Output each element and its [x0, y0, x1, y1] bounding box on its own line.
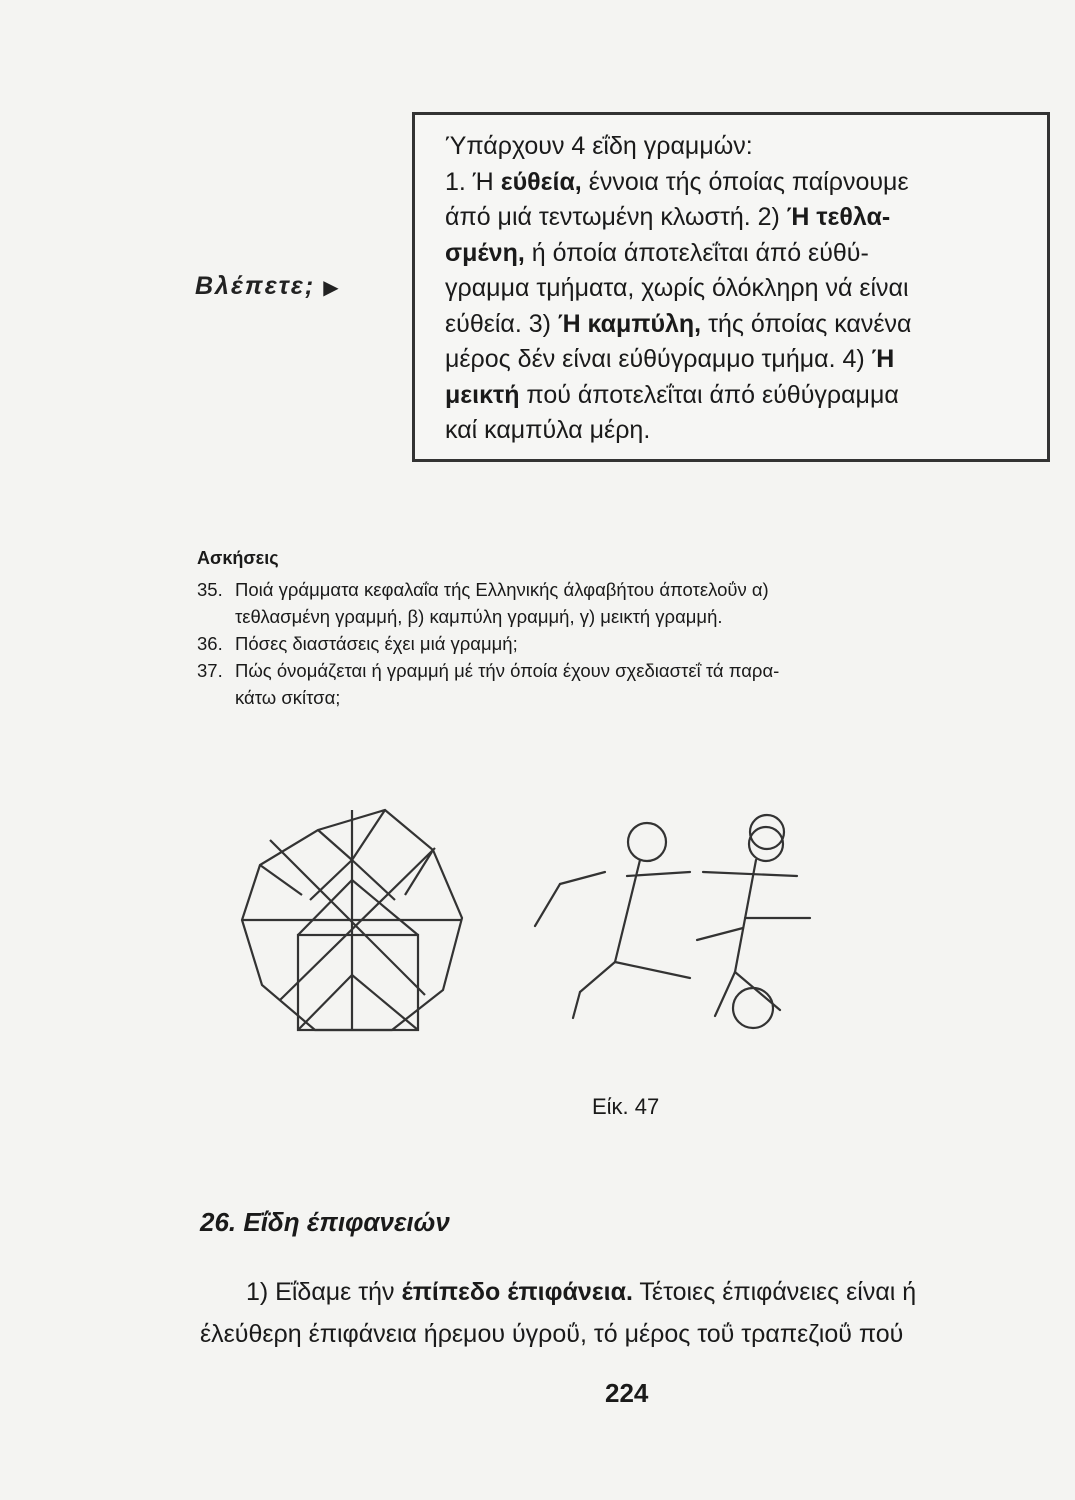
box-line: μέρος δέν είναι εύθύγραμμο τμήμα. 4) Ή [445, 345, 895, 373]
box-line: Ύπάρχουν 4 εΐδη γραμμών: [445, 132, 753, 160]
box-line: 1. Ή εύθεία, έννοια τής όποίας παίρνουμε [445, 167, 909, 196]
section-paragraph: 1) Εΐδαμε τήν έπίπεδο έπιφάνεια. Τέτοιες έπιφάνειες είναι ή έλεύθερη έπιφάνεια ήρεμου ύγροΰ, τό μέρος τοΰ τραπεζιοΰ πού [200, 1278, 917, 1348]
box-line: εύθεία. 3) Ή καμπύλη, τής όποίας κανένα [445, 309, 912, 338]
box-line: μεικτή πού άποτελεΐται άπό εύθύγραμμα [445, 380, 899, 409]
term-broken: Ή τεθλα- [786, 203, 891, 231]
exercise-item: 36. Πόσες διαστάσεις έχει μιά γραμμή; [197, 633, 518, 654]
term-straight: εύθεία, [500, 167, 582, 196]
exercise-item: 35. Ποιά γράμματα κεφαλαΐα τής Ελληνικής άλφαβήτου άποτελοΰν α) τεθλασμένη γραμμή, β) καμπύλη γραμμή, γ) μεικτή γραμμή. [197, 579, 769, 627]
figure-caption: Είκ. 47 [592, 1094, 660, 1119]
section-title: 26. Εΐδη έπιφανειών [200, 1207, 450, 1237]
see-label [195, 272, 341, 301]
see-label-text: Βλέπετε; [195, 272, 316, 300]
octagon-pattern-sketch [242, 810, 462, 1030]
pointer-arrow-icon: ▶ [323, 277, 341, 299]
term-plane-surface: έπίπεδο έπιφάνεια. [401, 1278, 633, 1306]
exercises-section [197, 548, 1047, 711]
term-curve: Ή καμπύλη, [557, 309, 702, 338]
exercises-heading: Ασκήσεις [197, 548, 279, 568]
box-line: καί καμπύλα μέρη. [445, 416, 651, 444]
figure-47-sketches [235, 800, 835, 1090]
term-mixed: μεικτή [445, 380, 520, 409]
definition-box [412, 112, 1050, 462]
box-line: άπό μιά τεντωμένη κλωστή. 2) Ή τεθλα- [445, 203, 891, 231]
exercise-item: 37. Πώς όνομάζεται ή γραμμή μέ τήν όποία έχουν σχεδιαστεΐ τά παρα- κάτω σκίτσα; [197, 660, 780, 708]
stick-figure-kicking-ball-sketch [697, 815, 810, 1016]
box-line: σμένη, ή όποία άποτελεΐται άπό εύθύ- [445, 238, 869, 267]
stick-figure-running-sketch [535, 823, 773, 1028]
box-line: γραμμα τμήματα, χωρίς όλόκληρη νά είναι [445, 274, 909, 302]
page-number: 224 [605, 1378, 649, 1408]
